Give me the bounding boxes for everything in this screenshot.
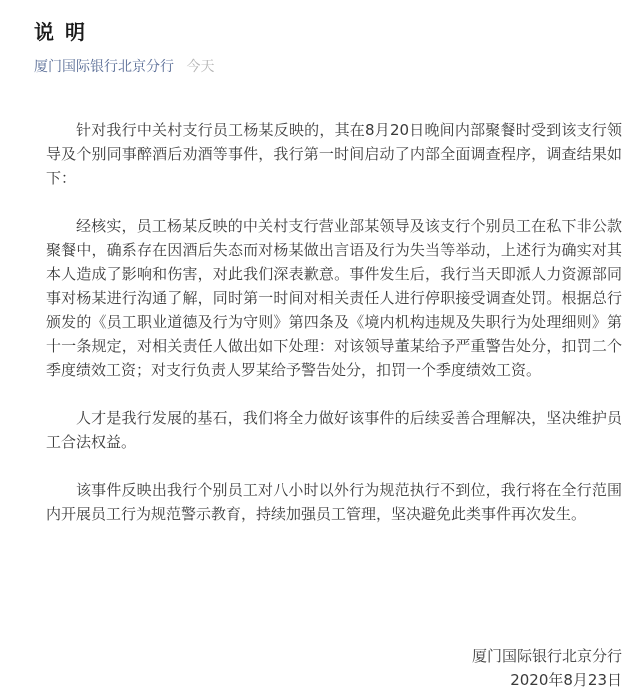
article-meta [34,57,214,77]
paragraph-4: 该事件反映出我行个别员工对八小时以外行为规范执行不到位，我行将在全行范围内开展员工行为规范警示教育，持续加强员工管理，坚决避免此类事件再次发生。 [46,481,622,523]
article-title: 说 明 [34,20,87,44]
paragraph-1: 针对我行中关村支行员工杨某反映的，其在8月20日晚间内部聚餐时受到该支行领导及个别同事醉酒后劝酒等事件，我行第一时间启动了内部全面调查程序，调查结果如下： [46,121,622,187]
signature-org: 厦门国际银行北京分行 [471,647,622,665]
signature-block [472,644,622,692]
article-body [46,118,622,550]
signature-date: 2020年8月23日 [510,671,622,689]
paragraph-3: 人才是我行发展的基石，我们将全力做好该事件的后续妥善合理解决，坚决维护员工合法权益。 [46,409,622,451]
paragraph-2: 经核实，员工杨某反映的中关村支行营业部某领导及该支行个别员工在私下非公款聚餐中，确系存在因酒后失态而对杨某做出言语及行为失当等举动，上述行为确实对其本人造成了影响和伤害，对此我们深表歉意。事件发生后，我行当天即派人力资源部同事对杨某进行沟通了解，同时第一时间对相关责任人进行停职接受调查处罚。根据总行颁发的《员工职业道德及行为守则》第四条及《境内机构违规及失职行为处理细则》第十一条规定，对相关责任人做出如下处理：对该领导董某给予严重警告处分，扣罚二个季度绩效工资；对支行负责人罗某给予警告处分，扣罚一个季度绩效工资。 [46,217,622,379]
publish-time: 今天 [186,59,215,75]
account-name-link[interactable]: 厦门国际银行北京分行 [34,59,174,75]
